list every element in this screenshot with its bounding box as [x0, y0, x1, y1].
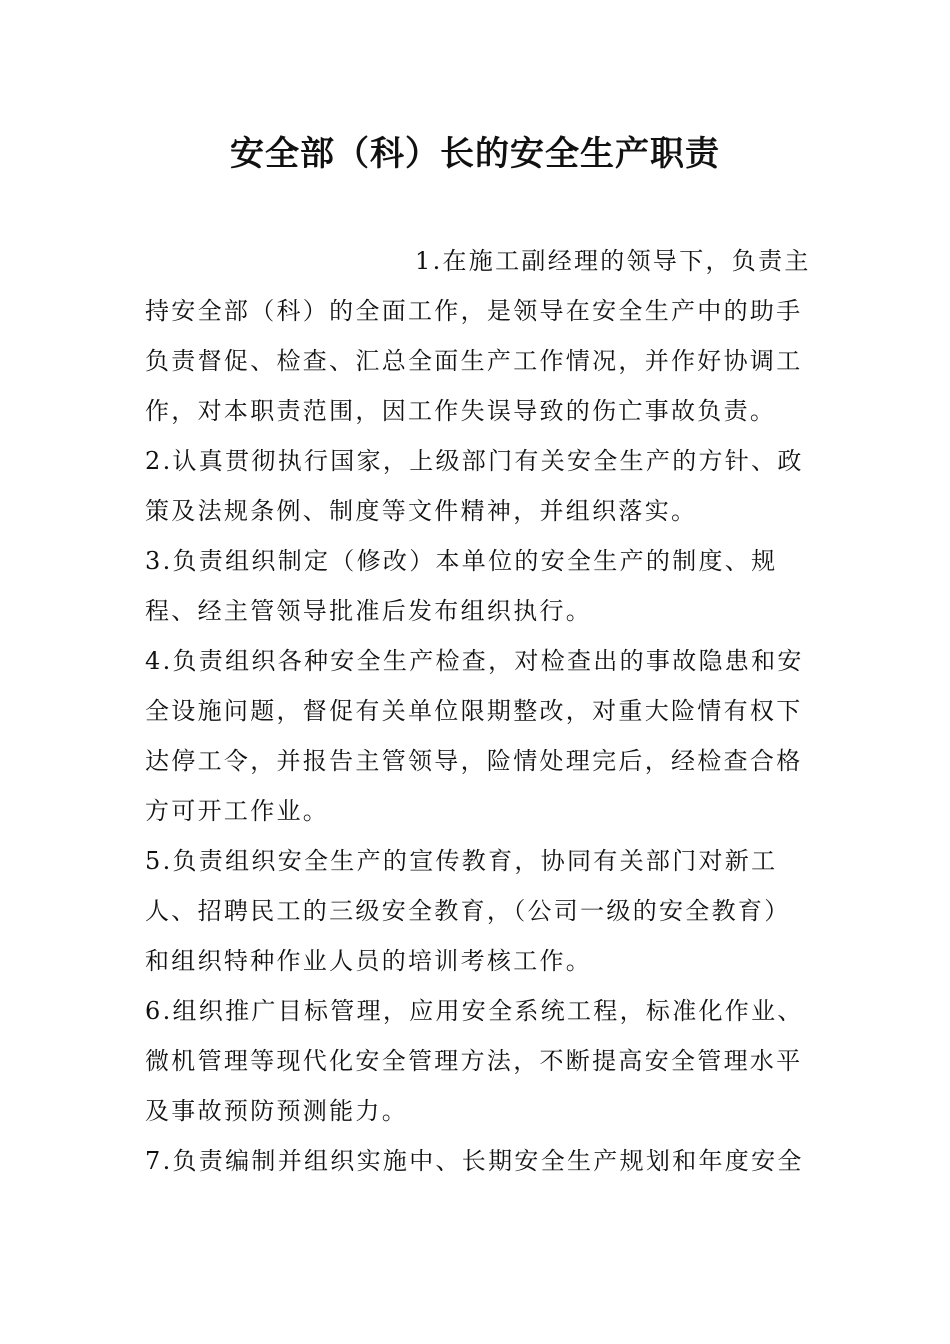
paragraph-6: 6.组织推广目标管理，应用安全系统工程，标准化作业、微机管理等现代化安全管理方法，不断提高安全管理水平及事故预防预测能力。 [145, 997, 804, 1125]
paragraph-2: 2.认真贯彻执行国家，上级部门有关安全生产的方针、政策及法规条例、制度等文件精神，并组织落实。 [145, 447, 804, 525]
paragraph-3: 3.负责组织制定（修改）本单位的安全生产的制度、规程、经主管领导批准后发布组织执行。 [145, 547, 778, 625]
paragraph-7: 7.负责编制并组织实施中、长期安全生产规划和年度安全 [145, 1147, 804, 1175]
paragraph-1: 1.在施工副经理的领导下，负责主持安全部（科）的全面工作，是领导在安全生产中的助手负责督促、检查、汇总全面生产工作情况，并作好协调工作，对本职责范围，因工作失误导致的伤亡事故负责。 [145, 247, 811, 425]
document-title: 安全部（科）长的安全生产职责 [230, 134, 720, 174]
paragraph-5: 5.负责组织安全生产的宣传教育，协同有关部门对新工人、招聘民工的三级安全教育，（公司一级的安全教育）和组织特种作业人员的培训考核工作。 [145, 847, 791, 975]
paragraph-4: 4.负责组织各种安全生产检查，对检查出的事故隐患和安全设施问题，督促有关单位限期整改，对重大险情有权下达停工令，并报告主管领导，险情处理完后，经检查合格方可开工作业。 [145, 647, 804, 825]
document-body [145, 236, 813, 1186]
